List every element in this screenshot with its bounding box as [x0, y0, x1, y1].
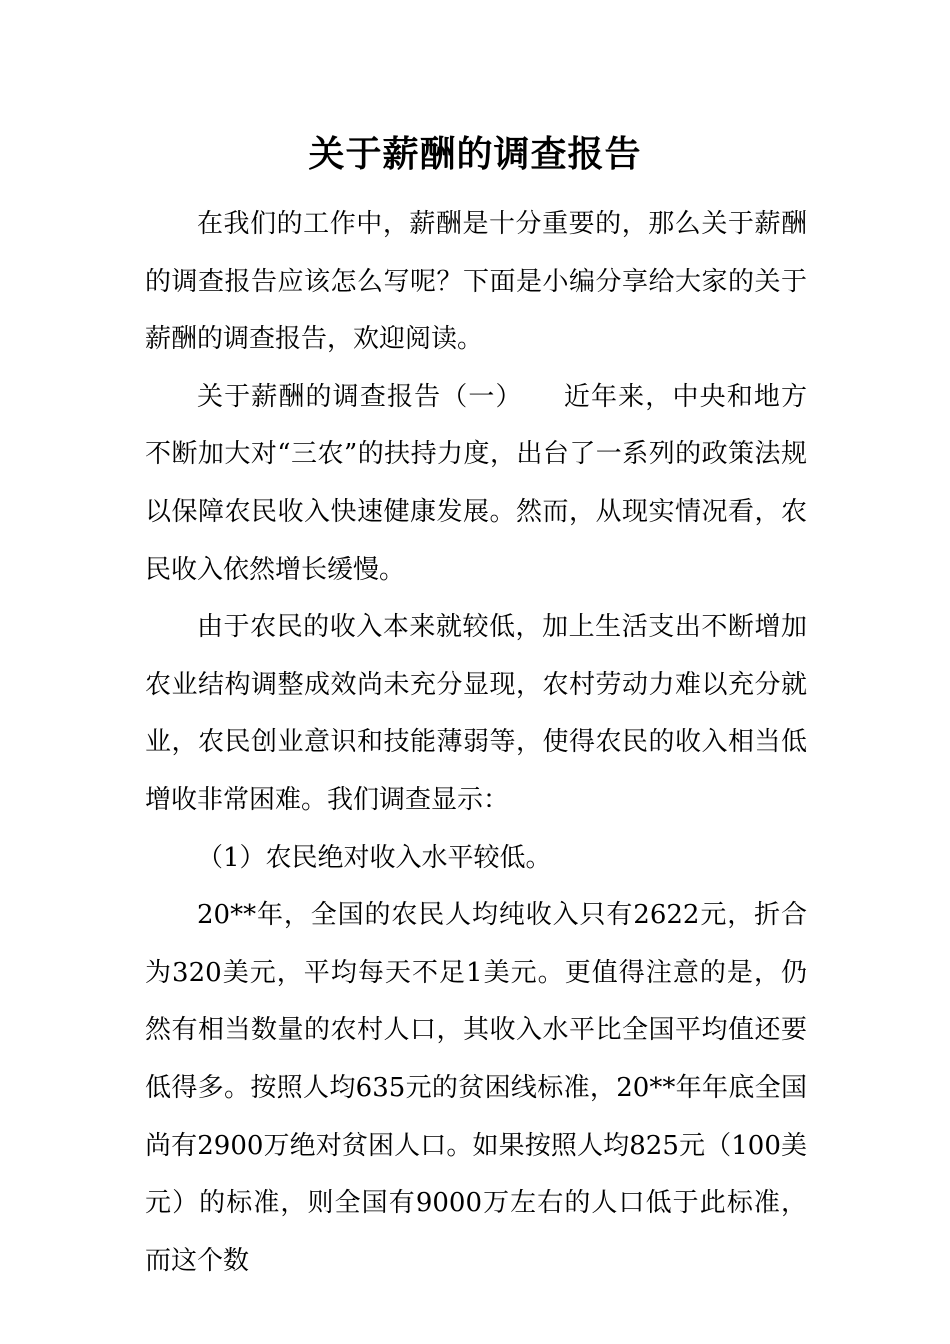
paragraph-intro: 在我们的工作中，薪酬是十分重要的，那么关于薪酬的调查报告应该怎么写呢？下面是小编分享给大家的关于薪酬的调查报告，欢迎阅读。	[145, 209, 807, 355]
document-title: 关于薪酬的调查报告	[308, 133, 642, 175]
paragraph-report-one: 关于薪酬的调查报告（一） 近年来，中央和地方不断加大对“三农”的扶持力度，出台了一系列的政策法规以保障农民收入快速健康发展。然而，从现实情况看，农民收入依然增长缓慢。	[145, 381, 807, 585]
paragraph-subheading-1: （1）农民绝对收入水平较低。	[197, 842, 552, 873]
paragraph-income-reasons: 由于农民的收入本来就较低，加上生活支出不断增加农业结构调整成效尚未充分显现，农村劳动力难以充分就业，农民创业意识和技能薄弱等，使得农民的收入相当低增收非常困难。我们调查显示：	[145, 612, 807, 815]
paragraph-income-statistics: 20**年，全国的农民人均纯收入只有2622元，折合为320美元，平均每天不足1美元。更值得注意的是，仍然有相当数量的农村人口，其收入水平比全国平均值还要低得多。按照人均635元的贫困线标准，20**年年底全国尚有2900万绝对贫困人口。如果按照人均825元（100美元）的标准，则全国有9000万左右的人口低于此标准，而这个数	[145, 900, 807, 1276]
document-body	[145, 196, 807, 1290]
